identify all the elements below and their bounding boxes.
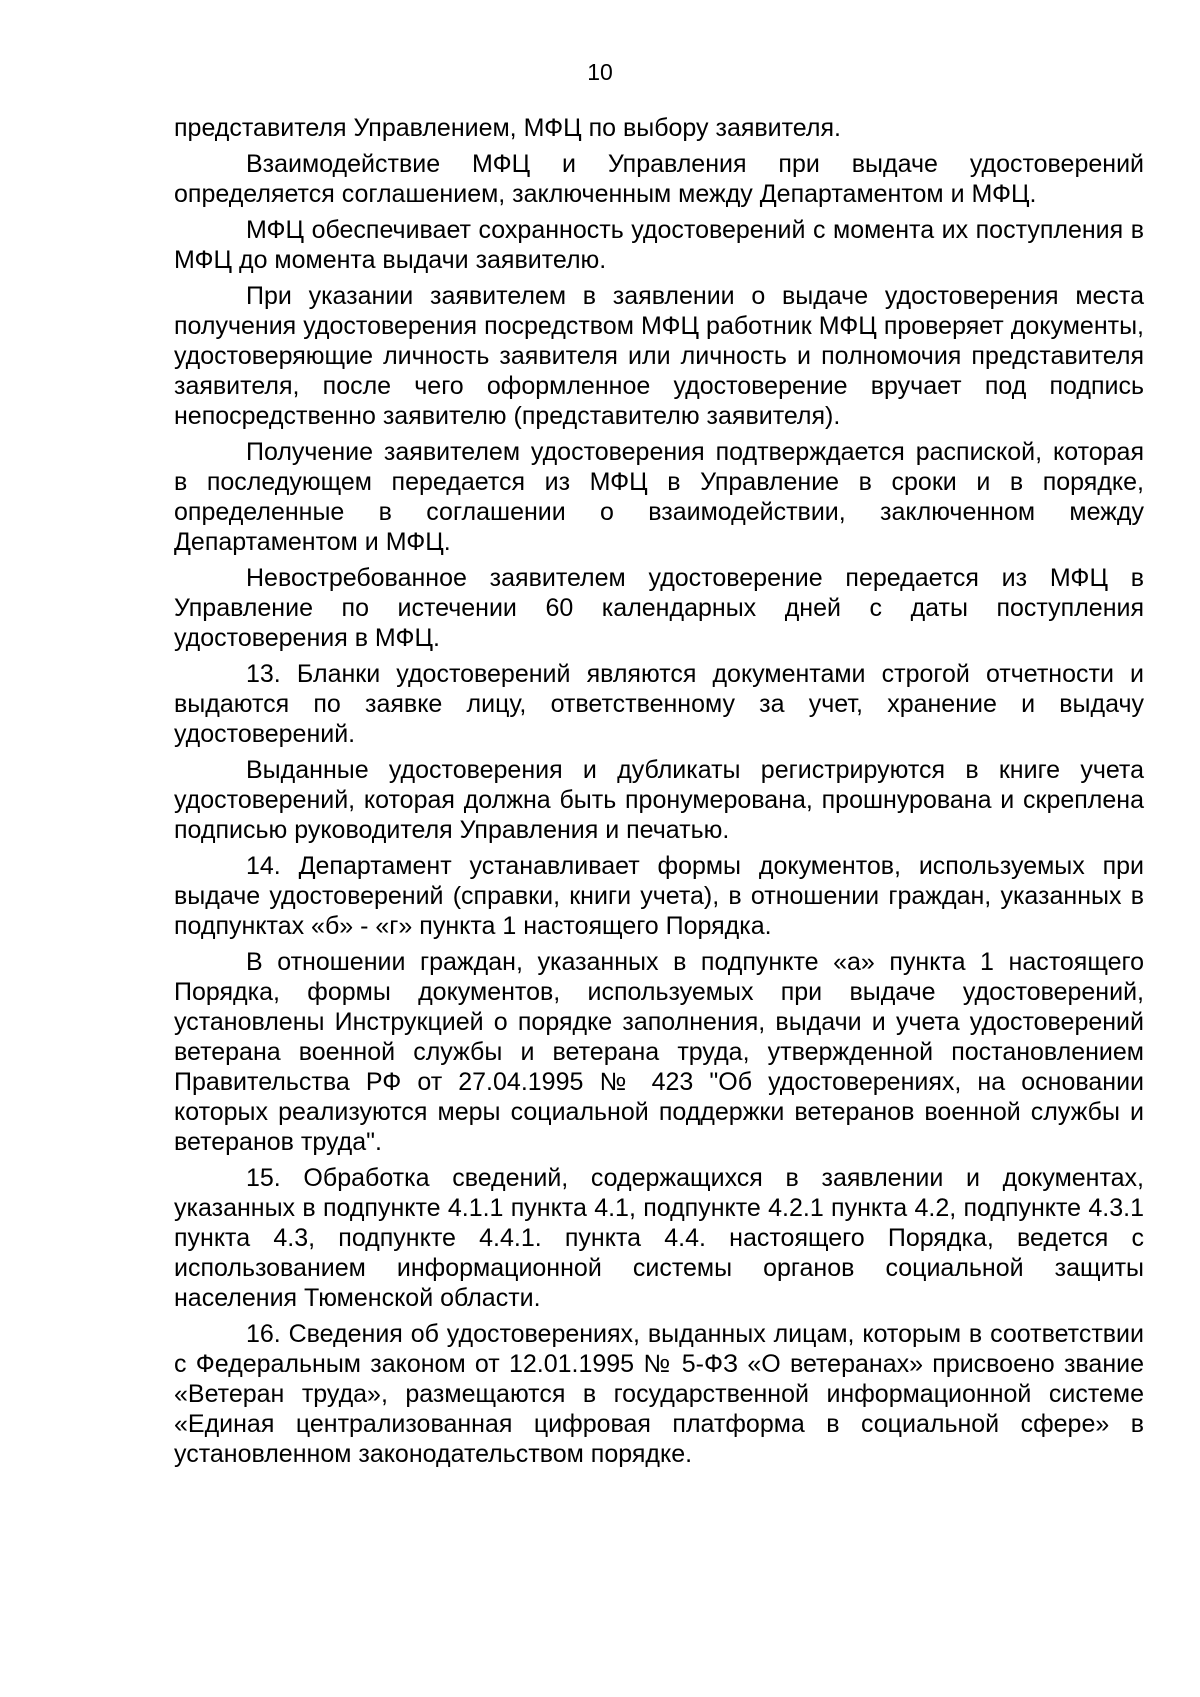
paragraph-registration-book: Выданные удостоверения и дубликаты регистрируются в книге учета удостоверений, которая должна быть пронумерована, прошнурована и скреплена подписью руководителя Управления и печатью.	[174, 756, 1144, 844]
paragraph-issuance-procedure: При указании заявителем в заявлении о выдаче удостоверения места получения удостоверения посредством МФЦ работник МФЦ проверяет документы, удостоверяющие личность заявителя или личность и полномочия представителя заявителя, после чего оформленное удостоверение вручает под подпись непосредственно заявителю (представителю заявителя).	[174, 282, 1144, 430]
paragraph-safekeeping: МФЦ обеспечивает сохранность удостоверений с момента их поступления в МФЦ до момента выдачи заявителю.	[174, 216, 1144, 274]
paragraph-continuation: представителя Управлением, МФЦ по выбору заявителя.	[174, 114, 841, 142]
paragraph-item-14: 14. Департамент устанавливает формы документов, используемых при выдаче удостоверений (справки, книги учета), в отношении граждан, указанных в подпунктах «б» - «г» пункта 1 настоящего Порядка.	[174, 852, 1144, 940]
page-number: 10	[587, 59, 613, 85]
paragraph-item-13: 13. Бланки удостоверений являются документами строгой отчетности и выдаются по заявке лицу, ответственному за учет, хранение и выдачу удостоверений.	[174, 660, 1144, 748]
paragraph-receipt-confirmation: Получение заявителем удостоверения подтверждается распиской, которая в последующем передается из МФЦ в Управление в сроки и в порядке, определенные в соглашении о взаимодействии, заключенном между Департаментом и МФЦ.	[174, 438, 1144, 556]
paragraph-forms-instruction: В отношении граждан, указанных в подпункте «а» пункта 1 настоящего Порядка, формы документов, используемых при выдаче удостоверений, установлены Инструкцией о порядке заполнения, выдачи и учета удостоверений ветерана военной службы и ветерана труда, утвержденной постановлением Правительства РФ от 27.04.1995 № 423 "Об удостоверениях, на основании которых реализуются меры социальной поддержки ветеранов военной службы и ветеранов труда".	[174, 948, 1144, 1156]
document-body	[174, 113, 1144, 1475]
paragraph-item-16: 16. Сведения об удостоверениях, выданных лицам, которым в соответствии с Федеральным законом от 12.01.1995 № 5-ФЗ «О ветеранах» присвоено звание «Ветеран труда», размещаются в государственной информационной системе «Единая централизованная цифровая платформа в социальной сфере» в установленном законодательством порядке.	[174, 1320, 1144, 1468]
paragraph-item-15: 15. Обработка сведений, содержащихся в заявлении и документах, указанных в подпункте 4.1.1 пункта 4.1, подпункте 4.2.1 пункта 4.2, подпункте 4.3.1 пункта 4.3, подпункте 4.4.1. пункта 4.4. настоящего Порядка, ведется с использованием информационной системы органов социальной защиты населения Тюменской области.	[174, 1164, 1144, 1312]
paragraph-interaction-agreement: Взаимодействие МФЦ и Управления при выдаче удостоверений определяется соглашением, заключенным между Департаментом и МФЦ.	[174, 150, 1144, 208]
paragraph-unclaimed-certificates: Невостребованное заявителем удостоверение передается из МФЦ в Управление по истечении 60 календарных дней с даты поступления удостоверения в МФЦ.	[174, 564, 1144, 652]
